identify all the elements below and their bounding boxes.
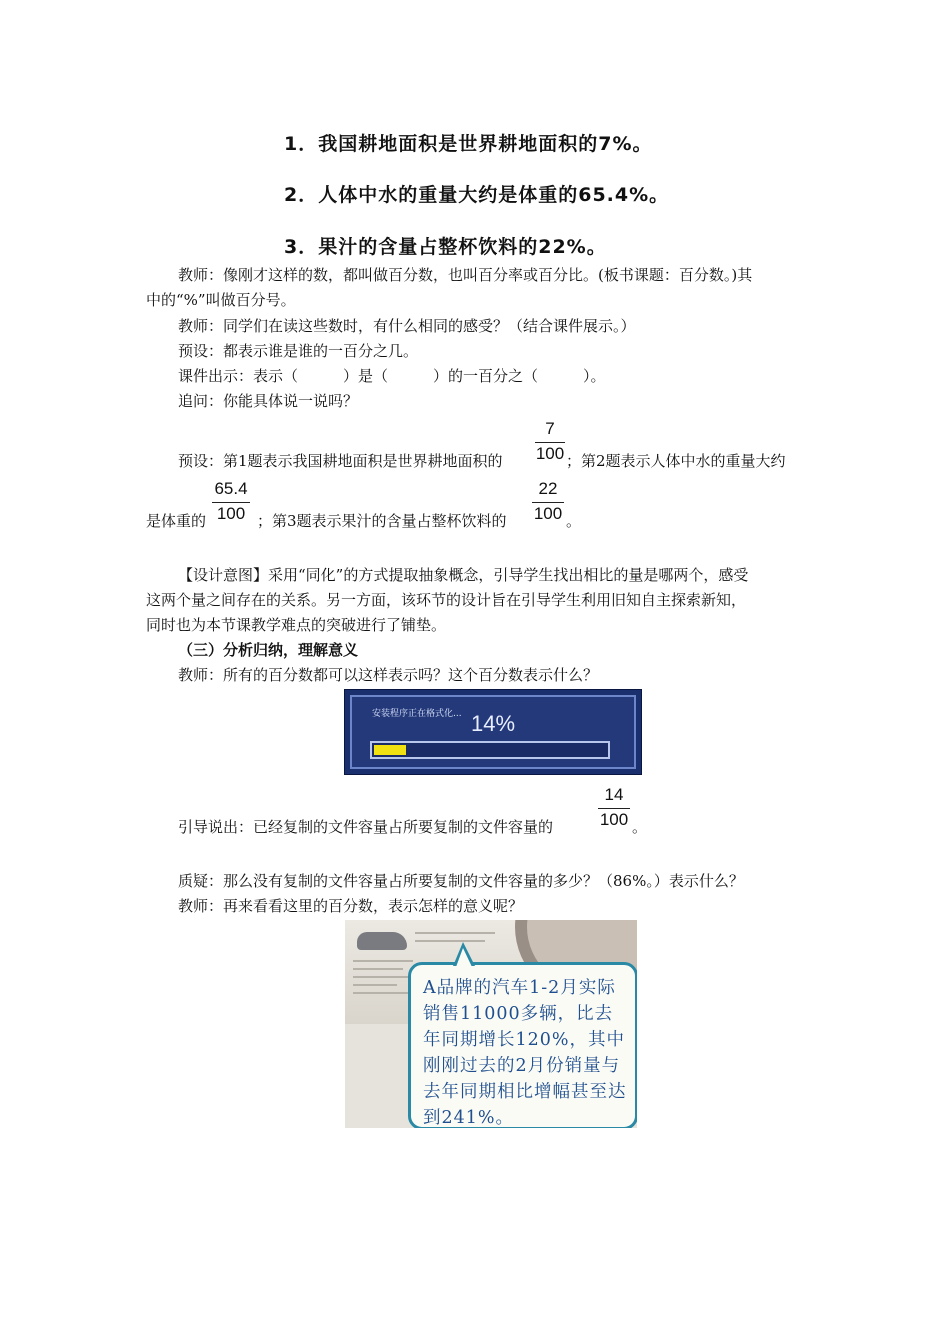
teacher-definition-line2: 中的“%”叫做百分号。	[146, 291, 296, 309]
teacher-question-2: 教师：所有的百分数都可以这样表示吗？这个百分数表示什么？	[178, 666, 599, 684]
preset-line-1a: 预设：第1题表示我国耕地面积是世界耕地面积的	[178, 452, 503, 470]
fraction-bar	[532, 502, 564, 503]
design-intent-line3: 同时也为本节课教学难点的突破进行了铺垫。	[146, 616, 447, 634]
install-percent-label: 14%	[470, 711, 516, 736]
courseware-display: 课件出示：表示（ ）是（ ）的一百分之（ ）。	[178, 367, 606, 385]
preset-line-2c: 。	[566, 512, 582, 530]
fraction-numerator: 7	[545, 419, 555, 438]
statement-1: 1．我国耕地面积是世界耕地面积的7%。	[284, 133, 653, 155]
speech-bubble-tail-inner	[456, 948, 472, 967]
design-intent-line2: 这两个量之间存在的关系。另一方面，该环节的设计旨在引导学生利用旧知自主探索新知，	[146, 591, 747, 609]
fraction-denominator: 100	[535, 444, 565, 463]
design-intent-line1: 【设计意图】采用“同化”的方式提取抽象概念，引导学生找出相比的量是哪两个，感受	[178, 566, 749, 584]
fraction-bar	[535, 442, 565, 443]
challenge-question: 质疑：那么没有复制的文件容量占所要复制的文件容量的多少？（86%。）表示什么？	[178, 872, 744, 890]
fraction-7-100	[535, 418, 565, 464]
guide-line-a: 引导说出：已经复制的文件容量占所要复制的文件容量的	[178, 818, 554, 836]
teacher-question: 教师：同学们在读这些数时，有什么相同的感受？（结合课件展示。）	[178, 317, 636, 335]
fraction-denominator: 100	[216, 504, 246, 523]
install-window	[350, 695, 636, 769]
fraction-numerator: 65.4	[214, 479, 248, 498]
fraction-bar	[212, 502, 250, 503]
fraction-bar	[598, 808, 630, 809]
fraction-65-4-100	[212, 478, 250, 524]
fraction-numerator: 14	[604, 785, 624, 804]
car-news-image	[345, 920, 637, 1128]
speech-bubble	[408, 962, 637, 1128]
preset-line-1b: ；第2题表示人体中水的重量大约	[566, 452, 786, 470]
guide-line-b: 。	[632, 818, 648, 836]
fraction-denominator: 100	[533, 504, 563, 523]
install-progress-track	[370, 741, 610, 759]
install-progress-image	[344, 689, 642, 775]
fraction-22-100	[532, 478, 564, 524]
section-heading: （三）分析归纳，理解意义	[178, 641, 359, 659]
statement-3: 3．果汁的含量占整杯饮料的22%。	[284, 236, 607, 258]
install-progress-fill	[374, 745, 406, 755]
follow-up-question: 追问：你能具体说一说吗？	[178, 392, 359, 410]
teacher-definition-line1: 教师：像刚才这样的数，都叫做百分数，也叫百分率或百分比。(板书课题：百分数。)其	[178, 266, 753, 284]
fraction-14-100	[598, 784, 630, 830]
preset-line-2b: ；第3题表示果汁的含量占整杯饮料的	[257, 512, 507, 530]
teacher-question-3: 教师：再来看看这里的百分数，表示怎样的意义呢？	[178, 897, 524, 915]
preset-answer: 预设：都表示谁是谁的一百分之几。	[178, 342, 419, 360]
car-photo	[357, 932, 407, 950]
fraction-denominator: 100	[599, 810, 629, 829]
preset-line-2a: 是体重的	[146, 512, 207, 530]
install-status-text: 安装程序正在格式化...	[372, 709, 462, 719]
fraction-numerator: 22	[538, 479, 558, 498]
speech-bubble-text: A品牌的汽车1-2月实际销售11000多辆，比去年同期增长120%，其中刚刚过去的2月份销量与去年同期相比增幅甚至达到241%。	[423, 978, 627, 1128]
statement-2: 2．人体中水的重量大约是体重的65.4%。	[284, 184, 670, 206]
